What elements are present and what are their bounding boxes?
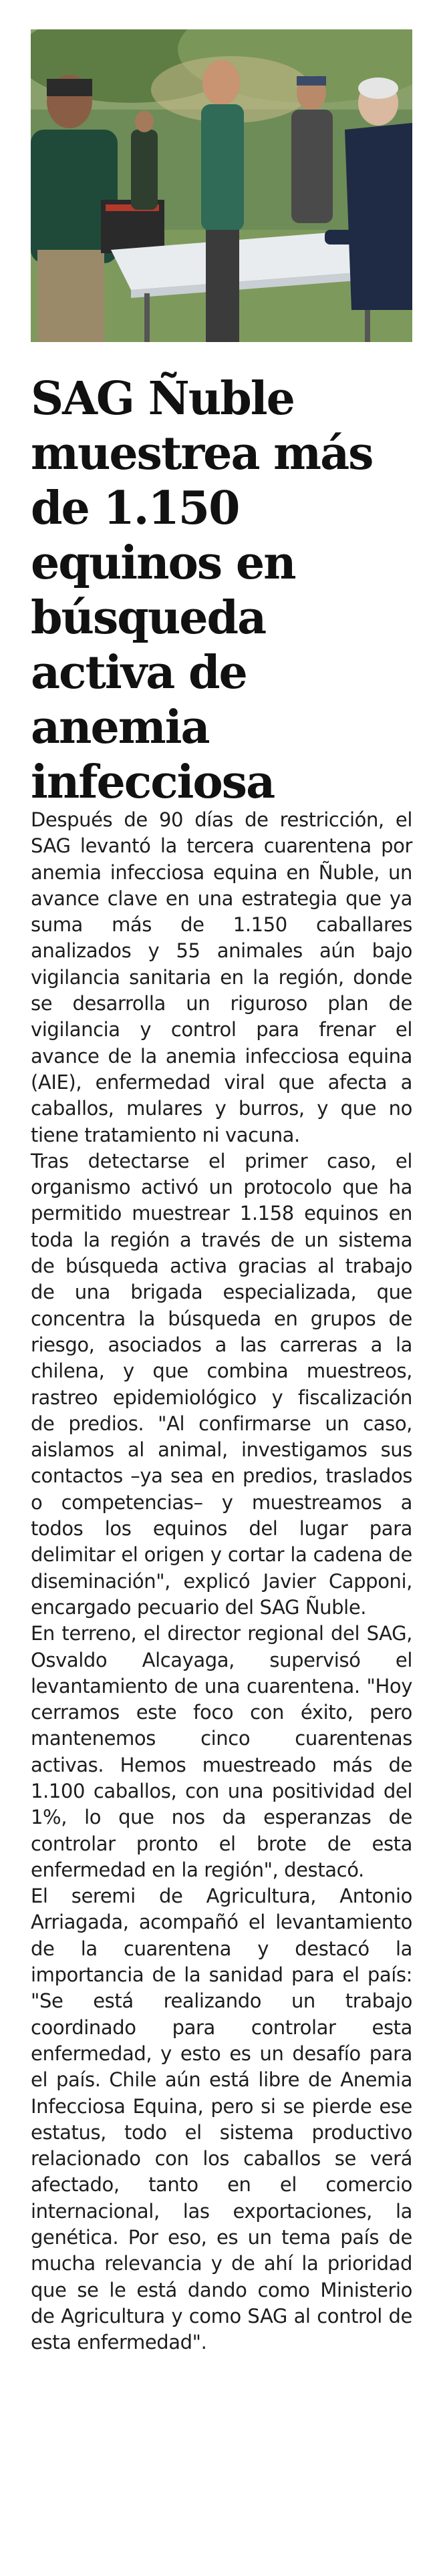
field-inspection-photo bbox=[31, 29, 412, 342]
article-paragraph: Tras detectarse el primer caso, el organismo activó un protocolo que ha permitido muestrear 1.158 equinos en toda la región a través de un sistema de búsqueda activa gracias al trabajo de una brigada especializada, que concentra la búsqueda en grupos de riesgo, asociados a las carreras a la chilena, y que combina muestreos, rastreo epidemiológico y fiscalización de predios. "Al confirmarse un caso, aislamos al animal, investigamos sus contactos –ya sea en predios, traslados o competencias– y muestreamos a todos los equinos del lugar para delimitar el origen y cortar la cadena de diseminación", explicó Javier Capponi, encargado pecuario del SAG Ñuble. bbox=[31, 1149, 412, 1619]
article-photo bbox=[31, 29, 412, 342]
article-body bbox=[31, 807, 412, 2356]
article-headline: SAG Ñuble muestrea más de 1.150 equinos en búsqueda activa de anemia infecciosa bbox=[31, 372, 373, 809]
article-paragraph: El seremi de Agricultura, Antonio Arriagada, acompañó el levantamiento de la cuarentena y destacó la importancia de la sanidad para el país: "Se está realizando un trabajo coordinado para controlar esta enfermedad, y esto es un desafío para el país. Chile aún está libre de Anemia Infecciosa Equina, pero si se pierde ese estatus, todo el sistema productivo relacionado con los caballos se verá afectado, tanto en el comercio internacional, las exportaciones, la genética. Por eso, es un tema país de mucha relevancia y de ahí la prioridad que se le está dando como Ministerio de Agricultura y como SAG al control de esta enfermedad". bbox=[31, 1885, 412, 2354]
article-paragraph: En terreno, el director regional del SAG, Osvaldo Alcayaga, supervisó el levantamiento de una cuarentena. "Hoy cerramos este foco con éxito, pero mantenemos cinco cuarentenas activas. Hemos muestreado más de 1.100 caballos, con una positividad del 1%, lo que nos da esperanzas de controlar pronto el brote de esta enfermedad en la región", destacó. bbox=[31, 1622, 412, 1881]
article-paragraph: Después de 90 días de restricción, el SAG levantó la tercera cuarentena por anemia infecciosa equina en Ñuble, un avance clave en una estrategia que ya suma más de 1.150 caballares analizados y 55 animales aún bajo vigilancia sanitaria en la región, donde se desarrolla un riguroso plan de vigilancia y control para frenar el avance de la anemia infecciosa equina (AIE), enfermedad viral que afecta a caballos, mulares y burros, y que no tiene tratamiento ni vacuna. bbox=[31, 808, 412, 1146]
